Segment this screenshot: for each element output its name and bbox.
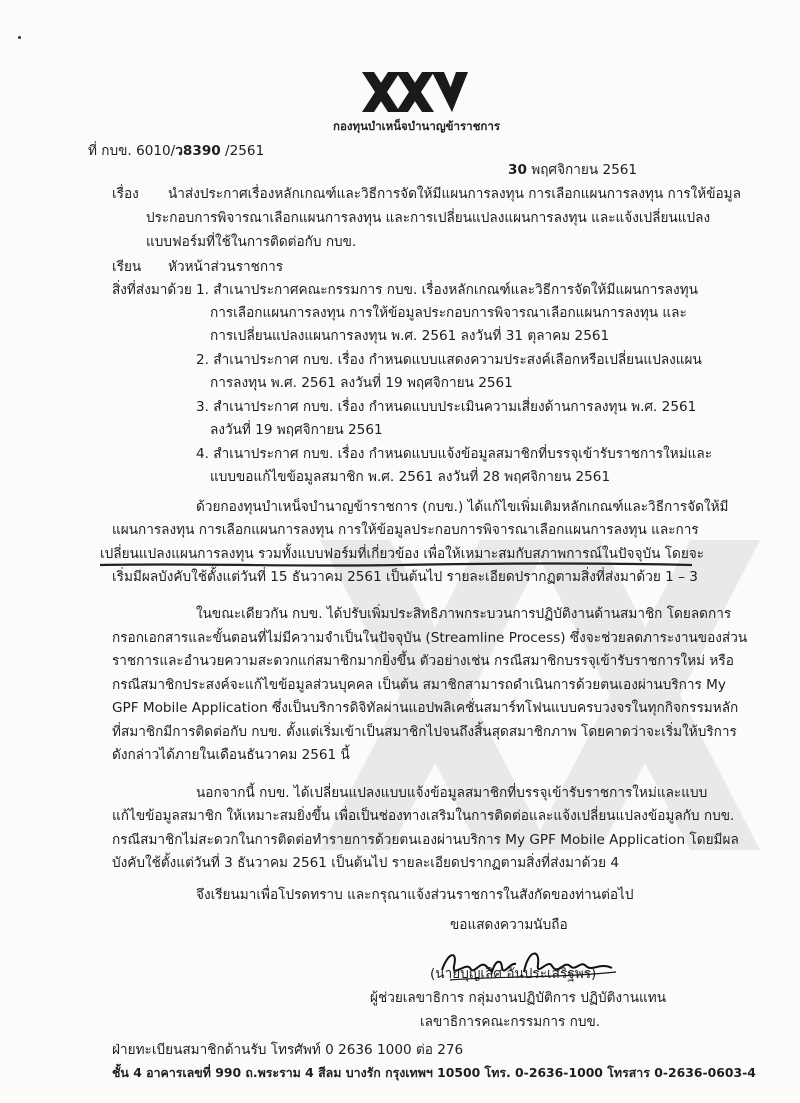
letter-date (508, 161, 637, 179)
body-p1-line: เริ่มมีผลบังคับใช้ตั้งแต่วันที่ 15 ธันวาคม 2561 เป็นต้นไป รายละเอียดปรากฏตามสิ่งที่ส่งมาด้วย 1 – 3 (112, 569, 698, 585)
enclosure-item: การเลือกแผนการลงทุน การให้ข้อมูลประกอบการพิจารณาเลือกแผนการลงทุน และ (210, 305, 687, 321)
body-p4: จึงเรียนมาเพื่อโปรดทราบ และกรุณาแจ้งส่วนราชการในสังกัดของท่านต่อไป (196, 887, 634, 903)
salutation-to: หัวหน้าส่วนราชการ (168, 259, 284, 275)
ref-prefix: ที่ กบข. 6010/ (88, 143, 176, 159)
scan-speck (18, 36, 21, 39)
body-p2-line: GPF Mobile Application ซึ่งเป็นบริการดิจิทัลผ่านแอปพลิเคชั่นสมาร์ทโฟนแบบครบวงจรในทุกกิจกรรมหลัก (112, 700, 739, 716)
reference-number (88, 142, 264, 160)
body-p2-line: กรณีสมาชิกประสงค์จะแก้ไขข้อมูลส่วนบุคคล เป็นต้น สมาชิกสามารถดำเนินการด้วยตนเองผ่านบริการ My (112, 677, 726, 693)
signer-title-line-2: เลขาธิการคณะกรรมการ กบข. (420, 1014, 601, 1030)
body-p2-line: ที่สมาชิกมีการติดต่อกับ กบข. ตั้งแต่เริ่มเข้าเป็นสมาชิกไปจนถึงสิ้นสุดสมาชิกภาพ โดยคาดว่าจะเริ่มให้บริการ (112, 724, 737, 740)
ref-suffix: /2561 (220, 143, 265, 159)
body-p3-line: บังคับใช้ตั้งแต่วันที่ 3 ธันวาคม 2561 เป็นต้นไป รายละเอียดปรากฏตามสิ่งที่ส่งมาด้วย 4 (112, 855, 620, 871)
enclosure-item: การเปลี่ยนแปลงแผนการลงทุน พ.ศ. 2561 ลงวันที่ 31 ตุลาคม 2561 (210, 328, 610, 344)
enclosure-item: การลงทุน พ.ศ. 2561 ลงวันที่ 19 พฤศจิกายน 2561 (210, 375, 513, 391)
enclosure-item: 1. สำเนาประกาศคณะกรรมการ กบข. เรื่องหลักเกณฑ์และวิธีการจัดให้มีแผนการลงทุน (196, 282, 698, 298)
body-p2-line: ดังกล่าวได้ภายในเดือนธันวาคม 2561 นี้ (112, 747, 350, 763)
body-p2-line: กรอกเอกสารและขั้นตอนที่ไม่มีความจำเป็นในปัจจุบัน (Streamline Process) ซึ่งจะช่วยลดภาระงานของส่วน (112, 630, 748, 646)
gpf-logo (360, 70, 470, 114)
enclosure-item: 4. สำเนาประกาศ กบข. เรื่อง กำหนดแบบแจ้งข้อมูลสมาชิกที่บรรจุเข้ารับราชการใหม่และ (196, 446, 713, 462)
enclosure-item: ลงวันที่ 19 พฤศจิกายน 2561 (210, 422, 383, 438)
body-p3-line: นอกจากนี้ กบข. ได้เปลี่ยนแปลงแบบแจ้งข้อมูลสมาชิกที่บรรจุเข้ารับราชการใหม่และแบบ (196, 785, 708, 801)
body-p2-line: ราชการและอำนวยความสะดวกแก่สมาชิกมากยิ่งขึ้น ตัวอย่างเช่น กรณีสมาชิกบรรจุเข้ารับราชการใหม่ หรือ (112, 653, 734, 669)
footer-address: ชั้น 4 อาคารเลขที่ 990 ถ.พระราม 4 สีลม บางรัก กรุงเทพฯ 10500 โทร. 0-2636-1000 โทรสาร 0-2636-0603-4 (112, 1065, 756, 1080)
enclosures-label: สิ่งที่ส่งมาด้วย (112, 282, 192, 298)
signer-name: (นายบุญเลิศ อันประเสริฐพร) (430, 966, 597, 982)
signer-title-line-1: ผู้ช่วยเลขาธิการ กลุ่มงานปฏิบัติการ ปฏิบัติงานแทน (370, 990, 667, 1006)
closing-regards: ขอแสดงความนับถือ (450, 917, 568, 933)
date-day: 30 (508, 162, 527, 178)
ref-code: ว8390 (175, 143, 221, 159)
enclosure-item: แบบขอแก้ไขข้อมูลสมาชิก พ.ศ. 2561 ลงวันที่ 28 พฤศจิกายน 2561 (210, 469, 611, 485)
enclosure-item: 3. สำเนาประกาศ กบข. เรื่อง กำหนดแบบประเมินความเสี่ยงด้านการลงทุน พ.ศ. 2561 (196, 399, 697, 415)
body-p1-line: แผนการลงทุน การเลือกแผนการลงทุน การให้ข้อมูลประกอบการพิจารณาเลือกแผนการลงทุน และการ (112, 522, 699, 538)
body-p2-line: ในขณะเดียวกัน กบข. ได้ปรับเพิ่มประสิทธิภาพกระบวนการปฏิบัติงานด้านสมาชิก โดยลดการ (196, 606, 732, 622)
body-p1-line: ด้วยกองทุนบำเหน็จบำนาญข้าราชการ (กบข.) ได้แก้ไขเพิ่มเติมหลักเกณฑ์และวิธีการจัดให้มี (196, 499, 729, 515)
enclosure-item: 2. สำเนาประกาศ กบข. เรื่อง กำหนดแบบแสดงความประสงค์เลือกหรือเปลี่ยนแปลงแผน (196, 352, 702, 368)
handwritten-signature (440, 932, 620, 992)
date-month-year: พฤศจิกายน 2561 (526, 162, 638, 178)
salutation-label: เรียน (112, 259, 142, 275)
subject-label: เรื่อง (112, 186, 139, 202)
footer-department: ฝ่ายทะเบียนสมาชิกด้านรับ โทรศัพท์ 0 2636 1000 ต่อ 276 (112, 1042, 464, 1058)
body-p3-line: แก้ไขข้อมูลสมาชิก ให้เหมาะสมยิ่งขึ้น เพื่อเป็นช่องทางเสริมในการติดต่อและแจ้งเปลี่ยนแปลงข้อมูลกับ กบข. (112, 808, 735, 824)
body-p3-line: กรณีสมาชิกไม่สะดวกในการติดต่อทำรายการด้วยตนเองผ่านบริการ My GPF Mobile Application โดยมีผล (112, 832, 739, 848)
subject-line-3: แบบฟอร์มที่ใช้ในการติดต่อกับ กบข. (146, 234, 357, 250)
org-name: กองทุนบำเหน็จบำนาญข้าราชการ (333, 119, 501, 133)
body-p1-line: เปลี่ยนแปลงแผนการลงทุน รวมทั้งแบบฟอร์มที่เกี่ยวข้อง เพื่อให้เหมาะสมกับสภาพการณ์ในปัจจุบัน โดยจะ (100, 546, 705, 562)
subject-line-2: ประกอบการพิจารณาเลือกแผนการลงทุน และการเปลี่ยนแปลงแผนการลงทุน และแจ้งเปลี่ยนแปลง (146, 210, 711, 226)
subject-line-1: นำส่งประกาศเรื่องหลักเกณฑ์และวิธีการจัดให้มีแผนการลงทุน การเลือกแผนการลงทุน การให้ข้อมูล (168, 186, 741, 202)
